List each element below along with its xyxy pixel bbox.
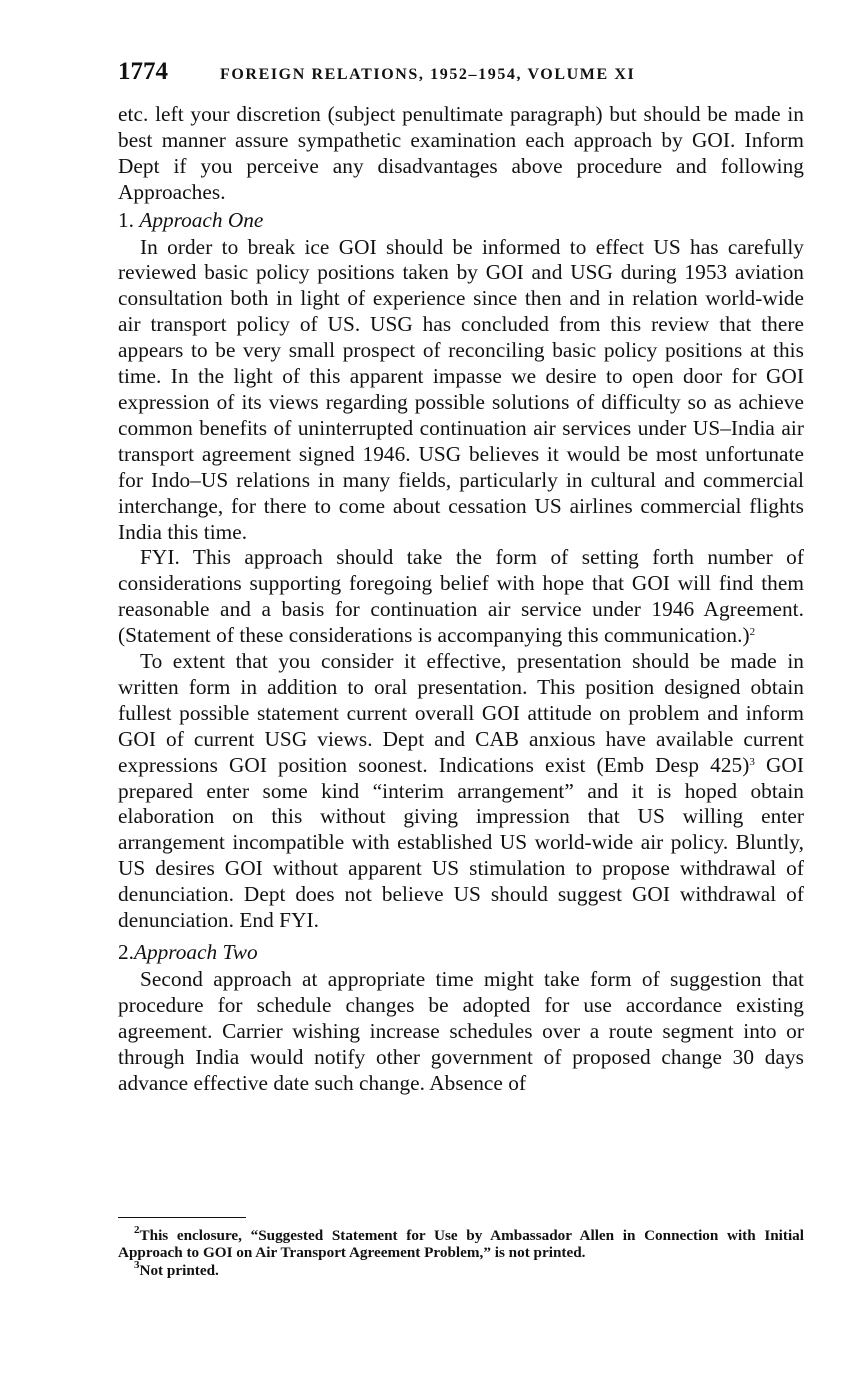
approach-one-paragraph-2 (118, 545, 804, 649)
footnote-text: This enclosure, “Suggested Statement for Use by Ambassador Allen in Connection with Initial Approach to GOI on Air Transport Agreement Problem,” is not printed. (118, 1227, 804, 1262)
document-page (118, 58, 804, 1096)
section-number: 1. (118, 207, 134, 232)
running-head (118, 58, 804, 98)
section-title: Approach One (139, 207, 264, 232)
approach-one-paragraph-3 (118, 649, 804, 934)
paragraph-text: FYI. This approach should take the form of setting forth number of considerations supporting foregoing belief with hope that GOI will find them reasonable and a basis for continuation air service under 1946 Agreement. (Statement of these considerations is accompanying this communication.) (118, 545, 804, 648)
intro-paragraph: etc. left your discretion (subject penultimate paragraph) but should be made in best manner assure sympathetic examination each approach by GOI. Inform Dept if you perceive any disadvantages above procedure and following Approaches. (118, 102, 804, 204)
paragraph-text: GOI prepared enter some kind “interim arrangement” and it is hoped obtain elaboration on this without giving impression that US willing enter arrangement incompatible with established US world-wide air policy. Bluntly, US desires GOI without apparent US stimulation to propose withdrawal of denunciation. Dept does not believe US should suggest GOI withdrawal of denunciation. End FYI. (118, 752, 804, 933)
footnote-text: Not printed. (139, 1261, 219, 1279)
approach-one-paragraph-1: In order to break ice GOI should be informed to effect US has carefully reviewed basic policy positions taken by GOI and USG during 1953 aviation consultation both in light of experience since then and in relation world-wide air transport policy of US. USG has concluded from this review that there appears to be very small prospect of reconciling basic policy positions at this time. In the light of this apparent impasse we desire to open door for GOI expression of its views regarding possible solutions of difficulty so as achieve common benefits of uninterrupted continuation air services under US–India air transport agreement signed 1946. USG believes it would be most unfortunate for Indo–US relations in many fields, particularly in cultural and commercial interchange, for there to come about cessation US airlines commercial flights India this time. (118, 234, 804, 544)
section-heading-approach-one (118, 208, 804, 234)
approach-two-paragraph-1: Second approach at appropriate time might take form of suggestion that procedure for schedule changes be adopted for use accordance existing agreement. Carrier wishing increase schedules over a route segment into or through India would notify other government of proposed change 30 days advance effective date such change. Absence of (118, 966, 804, 1095)
running-title: FOREIGN RELATIONS, 1952–1954, VOLUME XI (220, 66, 636, 83)
footnote-reference: 3 (749, 755, 755, 768)
footnotes (118, 1224, 804, 1279)
paragraph-text: To extent that you consider it effective, presentation should be made in written form in addition to oral presentation. This position designed obtain fullest possible statement current overall GOI attitude on problem and inform GOI of current USG views. Dept and CAB anxious have available current expressions GOI position soonest. Indications exist (Emb Desp 425) (118, 649, 804, 777)
footnote-divider (118, 1217, 246, 1218)
page-number: 1774 (118, 58, 168, 85)
section-title: Approach Two (133, 940, 258, 964)
footnote-marker: 2 (134, 1224, 140, 1236)
footnote (118, 1224, 804, 1262)
footnote (118, 1258, 804, 1279)
footnote-marker: 3 (134, 1258, 140, 1271)
section-number: 2. (118, 940, 134, 964)
footnote-reference: 2 (749, 626, 756, 639)
section-heading-approach-two (118, 940, 804, 966)
